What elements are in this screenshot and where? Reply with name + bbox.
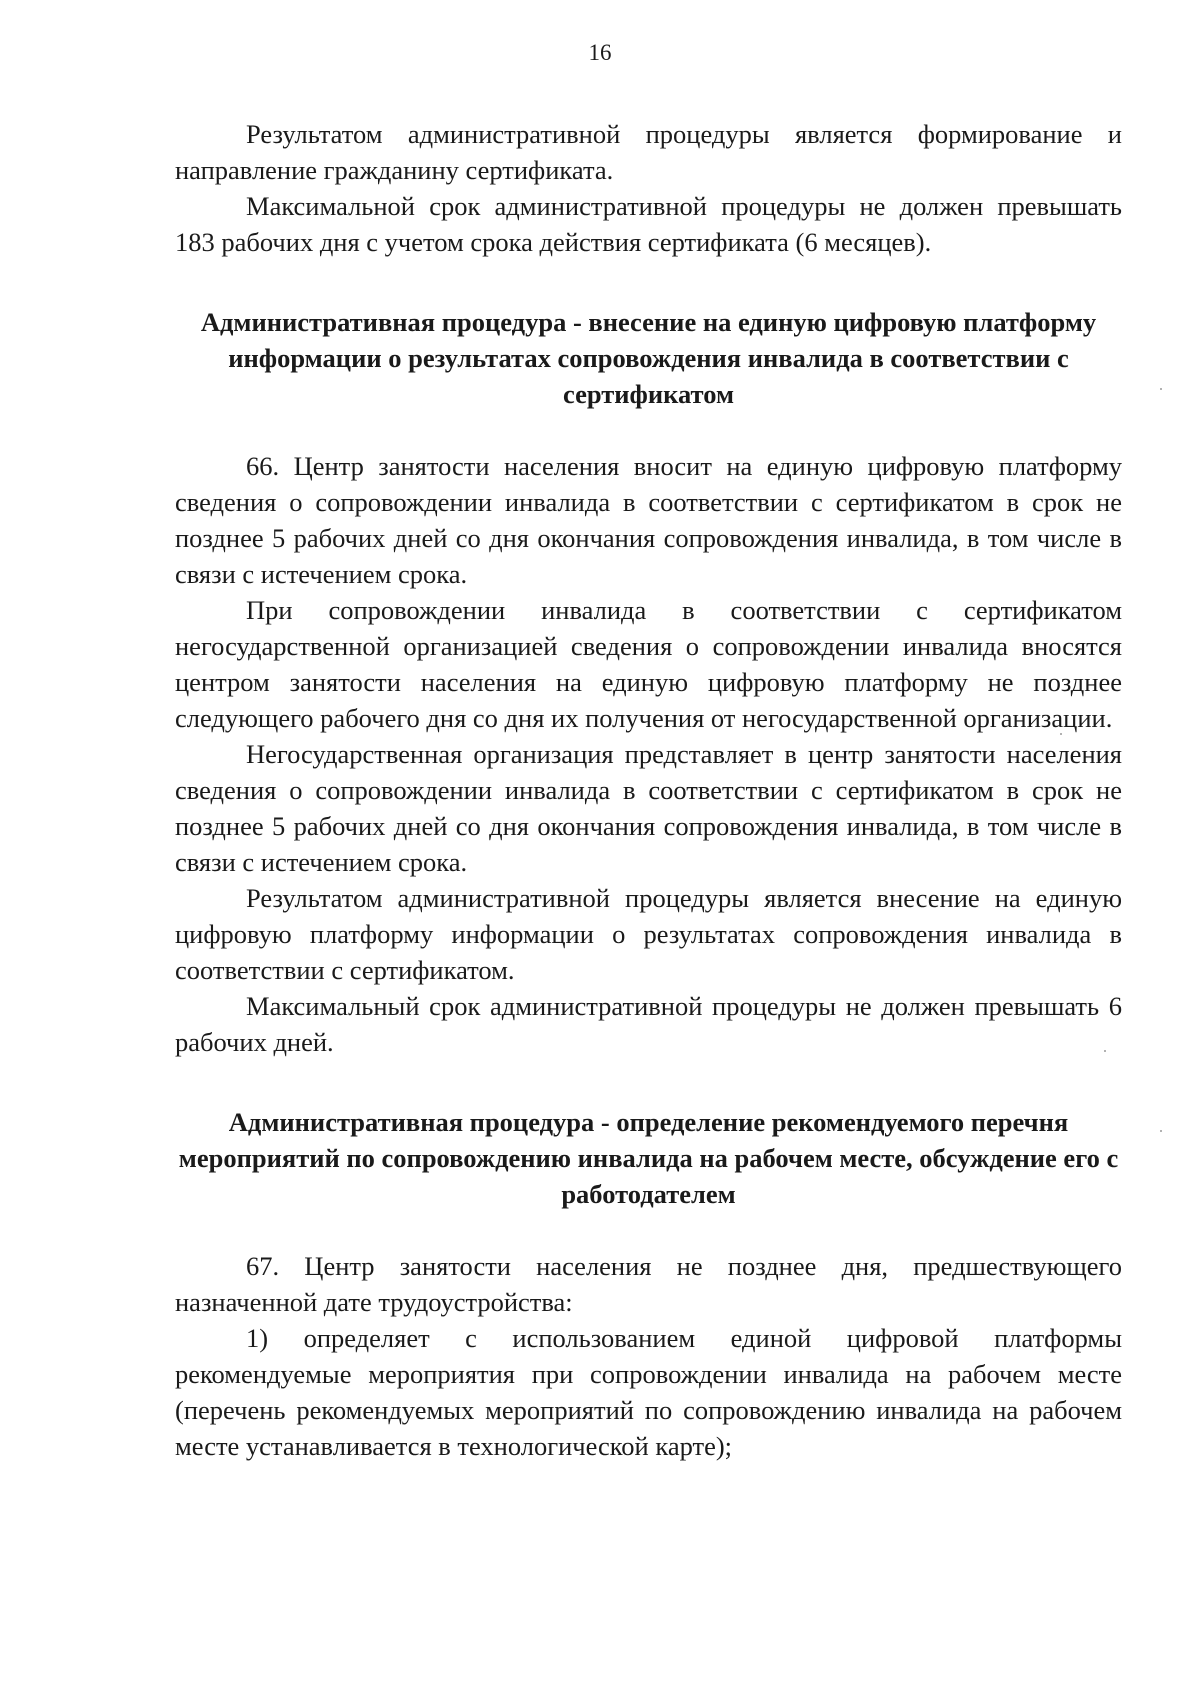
paragraph-max-term-6: Максимальный срок административной процедуры не должен превышать 6 рабочих дней.	[175, 991, 1122, 1057]
spacer	[175, 412, 1122, 448]
paragraph-result-platform: Результатом административной процедуры является внесение на единую цифровую платформу информации о результатах сопровождения инвалида в соответствии с сертификатом.	[175, 883, 1122, 985]
paragraph-66: 66. Центр занятости населения вносит на единую цифровую платформу сведения о сопровождении инвалида в соответствии с сертификатом в срок не позднее 5 рабочих дней со дня окончания сопровождения инвалида, в том числе в связи с истечением срока.	[175, 451, 1122, 589]
paragraph-max-term-183: Максимальной срок административной процедуры не должен превышать 183 рабочих дня с учетом срока действия сертификата (6 месяцев).	[175, 191, 1122, 257]
paragraph-nongovernmental-reporting: Негосударственная организация представляет в центр занятости населения сведения о сопровождении инвалида в соответствии с сертификатом в срок не позднее 5 рабочих дней со дня окончания сопровождения инвалида, в том числе в связи с истечением срока.	[175, 739, 1122, 877]
page-number: 16	[588, 40, 612, 65]
paragraph-nongovernmental-accompaniment: При сопровождении инвалида в соответствии с сертификатом негосударственной организацией сведения о сопровождении инвалида вносятся центром занятости населения на единую цифровую платформу не позднее следующего рабочего дня со дня их получения от негосударственной организации.	[175, 595, 1122, 733]
spacer	[175, 1060, 1122, 1104]
scan-speck	[1104, 1050, 1106, 1052]
paragraph-67: 67. Центр занятости населения не позднее дня, предшествующего назначенной дате трудоустройства:	[175, 1251, 1122, 1317]
spacer	[175, 1212, 1122, 1248]
paragraph-result-certificate: Результатом административной процедуры является формирование и направление гражданину сертификата.	[175, 119, 1122, 185]
document-body	[175, 116, 1122, 1464]
scan-speck	[1160, 1130, 1162, 1132]
section-heading-digital-platform: Административная процедура - внесение на единую цифровую платформу информации о результатах сопровождения инвалида в соответствии с сертификатом	[200, 307, 1097, 409]
scan-speck	[1160, 388, 1162, 390]
spacer	[175, 260, 1122, 304]
scan-speck	[1060, 733, 1062, 735]
paragraph-67-item-1: 1) определяет с использованием единой цифровой платформы рекомендуемые мероприятия при сопровождении инвалида на рабочем месте (перечень рекомендуемых мероприятий по сопровождению инвалида на рабочем месте устанавливается в технологической карте);	[175, 1323, 1122, 1461]
section-heading-recommended-measures: Административная процедура - определение рекомендуемого перечня мероприятий по сопровождению инвалида на рабочем месте, обсуждение его с работодателем	[178, 1107, 1119, 1209]
